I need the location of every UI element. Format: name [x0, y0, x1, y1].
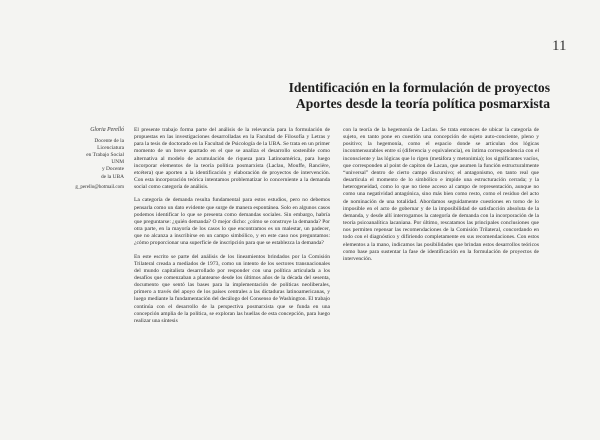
affiliation-line: de la UBA [100, 173, 124, 180]
affiliation-line: UNM [111, 159, 124, 166]
title-line-1: Identificación en la formulación de proyectos [288, 80, 550, 95]
affiliation-line: en Trabajo Social [86, 152, 124, 159]
body-column-left [134, 127, 330, 331]
title-line-2: Aportes desde la teoría política posmarxista [295, 95, 550, 111]
paragraph: En este escrito se parte del análisis de los lineamientos brindados por la Comisión Trilateral creada a mediados de 1973, como un intento de los sectores transnacionales del mundo capitalista desarrollado por responder con una política articulada a los desafíos que comenzaban a plantearse desde los últimos años de la década del sesenta, documento que sentó las bases para la implementación de políticas neoliberales, primero a través del apoyo de los países centrales a las dictaduras latinoamericanas, y luego mediante la fundamentación del decálogo del Consenso de Washington. El trabajo continúa con el desarrollo de la perspectiva posmarxista que se funda en una concepción amplia de la política, se exploran las huellas de esta concepción, para luego realizar una síntesis [134, 253, 331, 324]
author-affiliation [60, 138, 124, 181]
article-title [200, 80, 550, 111]
author-sidebar [60, 127, 124, 191]
paragraph: La categoría de demanda resulta fundamental para estos estudios, pero no debemos pensarla como un dato evidente que surge de manera espontánea. Solo en algunos casos podemos identificar lo que se presenta como demandas sociales. Sin embargo, habría que preguntarse: ¿quién demanda? O mejor dicho: ¿cómo se construye la demanda? Por otra parte, en la mayoría de los casos lo que encontramos es un malestar, un padecer, que no alcanza a inscribirse en un campo simbólico, y en este caso nos preguntamos: ¿cómo proporcionar una superficie de inscripción para que se establezca la demanda? [134, 197, 330, 247]
page-number: 11 [552, 38, 567, 54]
affiliation-line: y Docente [101, 166, 124, 173]
author-email: g_perello@hotmail.com [75, 184, 124, 190]
author-name: Gloria Perelló [90, 127, 124, 133]
paragraph: con la teoría de la hegemonía de Laclau. Se trata entonces de ubicar la categoría de sujeto, en tanto pone en cuestión una concepción de sujeto auto-conciente, pleno y positivo; la hegemonía, como el espacio donde se articulan dos lógicas inconmensurables entre sí (diferencia y equivalencia), en íntima correspondencia con el inconsciente y las lógicas que lo rigen (metáfora y metonimia); los significantes vacíos, que corresponden al point de capiton de Lacan, que asumen la función estructuralmente “universal” dentro de cierto campo discursivo; el antagonismo, en tanto real que desarticula el momento de lo simbólico e impide una estructuración cerrada; y la heterogeneidad, como lo que no tiene acceso al campo de representación, aunque no como una negatividad antagónica, sino más bien como resto, como el residuo del acto de nominación de una totalidad. Abordamos seguidamente cuestiones en torno de lo imposible en el acto de gobernar y de la imposibilidad de satisfacción absoluta de la demanda, y desde allí interrogamos la categoría de demanda con la incorporación de la teoría psicoanalítica lacaniana. Por último, rescatamos las principales conclusiones que nos permiten repensar las recomendaciones de la Comisión Trilateral, concordando en todo con el diagnóstico y difiriendo completamente en sus recomendaciones. Con estos elementos a la mano, indicamos las posibilidades que brindan estos desarrollos teóricos como base para sustentar la fase de identificación en la formulación de proyectos de intervención. [343, 127, 539, 262]
paragraph: El presente trabajo forma parte del análisis de la relevancia para la formulación de propuestas en las investigaciones desarrolladas en la Facultad de Filosofía y Letras y para la tesis de doctorado en la Facultad de Psicología de la UBA. Se trata en un primer momento de un breve apartado en el que se analiza el desarrollo sostenible como alternativa al modelo de acumulación de riqueza para Latinoamérica, para luego incorporar elementos de la teoría política posmarxista (Laclau, Mouffe, Rancière, etcétera) que aporten a la identificación y elaboración de proyectos de intervención. Con esta incorporación teórica intentamos problematizar lo concerniente a la demanda social como categoría de análisis. [134, 127, 330, 191]
body-column-right [343, 127, 539, 269]
affiliation-line: Licenciatura [97, 145, 124, 152]
affiliation-line: Docente de la [94, 138, 124, 145]
